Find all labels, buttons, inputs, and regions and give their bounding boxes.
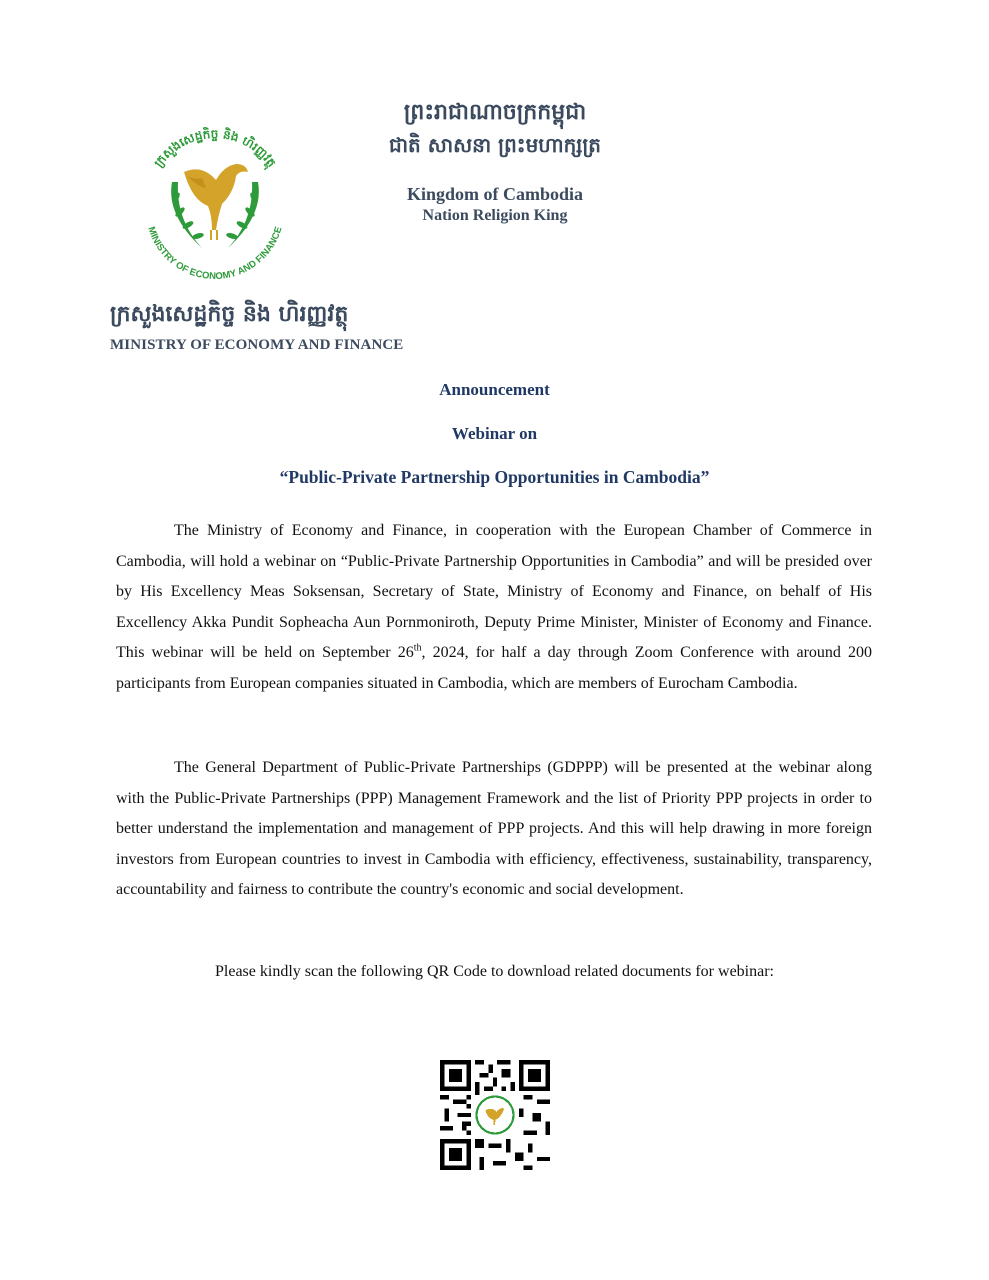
ministry-seal-logo	[132, 120, 298, 286]
paragraph-1-part-b: , 2024, for half a day through Zoom Conference with around 200 participants from European companies situated in Cambodia, which are members of Eurocham Cambodia.	[116, 644, 873, 692]
paragraph-1-part-a: The Ministry of Economy and Finance, in cooperation with the European Chamber of Commerce in Cambodia, will hold a webinar on “Public-Private Partnership Opportunities in Cambodia” and will be presided over by His Excellency Meas Soksensan, Secretary of State, Ministry of Economy and Finance, on behalf of His Excellency Akka Pundit Sopheacha Aun Pornmoniroth, Deputy Prime Minister, Minister of Economy and Finance. This webinar will be held on September 26	[116, 522, 872, 662]
khmer-ministry-name: ក្រសួងសេដ្ឋកិច្ច និង ហិរញ្ញវត្ថុ	[110, 302, 349, 327]
national-motto: Nation Religion King	[422, 207, 568, 224]
qr-instruction: Please kindly scan the following QR Code to download related documents for webinar:	[215, 963, 774, 980]
webinar-title: “Public-Private Partnership Opportunities in Cambodia”	[279, 467, 710, 487]
kingdom-title: Kingdom of Cambodia	[406, 184, 584, 204]
qr-code[interactable]	[440, 1060, 550, 1170]
ministry-name: MINISTRY OF ECONOMY AND FINANCE	[110, 337, 404, 353]
seal-english-text: MINISTRY OF ECONOMY AND FINANCE	[145, 225, 285, 283]
golden-bird-icon	[184, 164, 248, 240]
paragraph-gdppp: The General Department of Public-Private Partnerships (GDPPP) will be presented at the webinar along with the Public-Private Partnerships (PPP) Management Framework and the list of Priority PPP projects in order to better understand the implementation and management of PPP projects. And this will help drawing in more foreign investors from European countries to invest in Cambodia with efficiency, effectiveness, sustainability, transparency, accountability and fairness to contribute the country's economic and social development.	[116, 759, 872, 899]
date-ordinal-suffix: th	[413, 643, 422, 655]
webinar-on-heading: Webinar on	[451, 424, 538, 443]
svg-text:MINISTRY OF ECONOMY AND FINANC	[145, 225, 284, 282]
seal-khmer-text: ក្រសួងសេដ្ឋកិច្ច និង ហិរញ្ញវត្ថុ	[151, 126, 279, 170]
svg-text:ក្រសួងសេដ្ឋកិច្ច និង ហិរញ្ញវត្	[151, 126, 279, 172]
khmer-kingdom-title: ព្រះរាជាណាចក្រកម្ពុជា	[403, 100, 587, 125]
announcement-heading: Announcement	[439, 380, 550, 399]
paragraph-announcement	[116, 516, 872, 700]
khmer-national-motto: ជាតិ សាសនា ព្រះមហាក្សត្រ	[389, 133, 601, 157]
